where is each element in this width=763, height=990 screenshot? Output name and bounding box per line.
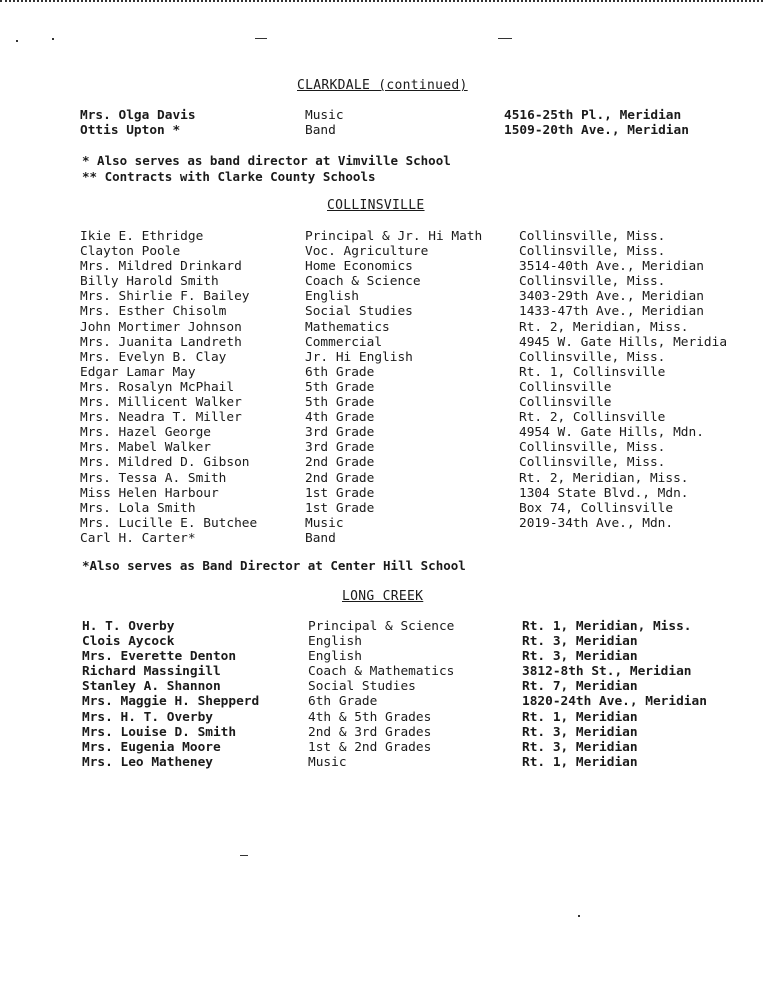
- teacher-subject: Band: [305, 530, 336, 546]
- teacher-subject: English: [308, 634, 362, 650]
- teacher-name: Ottis Upton *: [80, 123, 181, 139]
- table-row: [0, 289, 763, 304]
- scan-speck: [255, 38, 267, 39]
- teacher-name: Mrs. Everette Denton: [82, 649, 237, 665]
- teacher-address: Collinsville, Miss.: [519, 455, 666, 471]
- teacher-address: Rt. 1, Meridian, Miss.: [522, 619, 692, 634]
- teacher-address: Collinsville, Miss.: [519, 349, 666, 365]
- teacher-name: Mrs. Shirlie F. Bailey: [80, 289, 250, 305]
- table-row: [0, 335, 763, 350]
- teacher-name: Stanley A. Shannon: [82, 679, 221, 695]
- teacher-subject: Band: [305, 123, 336, 139]
- teacher-subject: 1st Grade: [305, 500, 375, 516]
- teacher-address: 3403-29th Ave., Meridian: [519, 289, 704, 305]
- teacher-subject: 3rd Grade: [305, 425, 375, 441]
- teacher-subject: Principal & Science: [308, 619, 455, 634]
- clarkdale-note-1: * Also serves as band director at Vimville School: [82, 153, 451, 168]
- teacher-name: Mrs. Maggie H. Shepperd: [82, 694, 260, 710]
- table-row: [0, 694, 763, 709]
- teacher-subject: 5th Grade: [305, 379, 375, 395]
- table-row: [0, 244, 763, 259]
- table-row: [0, 725, 763, 740]
- teacher-subject: 6th Grade: [308, 694, 378, 710]
- teacher-subject: 4th Grade: [305, 410, 375, 426]
- table-row: [0, 410, 763, 425]
- teacher-name: Mrs. Lola Smith: [80, 500, 196, 516]
- table-row: [0, 755, 763, 770]
- table-row: [0, 619, 763, 634]
- scan-edge-line: [0, 0, 763, 8]
- teacher-name: Mrs. Tessa A. Smith: [80, 470, 227, 486]
- long-creek-table: [0, 619, 763, 770]
- teacher-name: Mrs. Louise D. Smith: [82, 724, 237, 740]
- table-row: [0, 108, 763, 123]
- teacher-subject: English: [308, 649, 362, 665]
- teacher-subject: 2nd & 3rd Grades: [308, 724, 432, 740]
- scan-speck: [16, 40, 18, 42]
- teacher-address: 4954 W. Gate Hills, Mdn.: [519, 425, 704, 441]
- clarkdale-heading: CLARKDALE (continued): [297, 78, 468, 93]
- collinsville-table: [0, 229, 763, 546]
- table-row: [0, 531, 763, 546]
- teacher-subject: Music: [308, 754, 347, 770]
- teacher-name: Mrs. H. T. Overby: [82, 709, 213, 725]
- table-row: [0, 679, 763, 694]
- teacher-address: Rt. 2, Meridian, Miss.: [519, 319, 689, 335]
- teacher-subject: Music: [305, 108, 344, 123]
- teacher-address: Collinsville: [519, 379, 612, 395]
- teacher-address: Rt. 3, Meridian: [522, 649, 638, 665]
- teacher-address: 2019-34th Ave., Mdn.: [519, 515, 674, 531]
- teacher-name: Mrs. Mildred Drinkard: [80, 259, 242, 275]
- table-row: [0, 380, 763, 395]
- teacher-address: 1820-24th Ave., Meridian: [522, 694, 707, 710]
- table-row: [0, 229, 763, 244]
- teacher-subject: Mathematics: [305, 319, 390, 335]
- teacher-subject: Voc. Agriculture: [305, 244, 429, 260]
- teacher-subject: 5th Grade: [305, 395, 375, 411]
- clarkdale-table: [0, 108, 763, 138]
- teacher-address: Rt. 2, Collinsville: [519, 410, 666, 426]
- table-row: [0, 516, 763, 531]
- teacher-subject: 1st Grade: [305, 485, 375, 501]
- table-row: [0, 501, 763, 516]
- table-row: [0, 304, 763, 319]
- table-row: [0, 320, 763, 335]
- teacher-name: Ikie E. Ethridge: [80, 229, 204, 244]
- teacher-address: Box 74, Collinsville: [519, 500, 674, 516]
- teacher-address: Rt. 1, Meridian: [522, 709, 638, 725]
- teacher-address: Collinsville: [519, 395, 612, 411]
- teacher-name: Mrs. Rosalyn McPhail: [80, 379, 235, 395]
- table-row: [0, 649, 763, 664]
- table-row: [0, 425, 763, 440]
- teacher-subject: 2nd Grade: [305, 455, 375, 471]
- table-row: [0, 395, 763, 410]
- teacher-address: Rt. 7, Meridian: [522, 679, 638, 695]
- collinsville-heading: COLLINSVILLE: [327, 198, 425, 213]
- table-row: [0, 471, 763, 486]
- teacher-name: Mrs. Neadra T. Miller: [80, 410, 242, 426]
- teacher-subject: Music: [305, 515, 344, 531]
- teacher-name: John Mortimer Johnson: [80, 319, 242, 335]
- teacher-subject: 4th & 5th Grades: [308, 709, 432, 725]
- table-row: [0, 365, 763, 380]
- teacher-address: Rt. 2, Meridian, Miss.: [519, 470, 689, 486]
- teacher-name: Mrs. Hazel George: [80, 425, 211, 441]
- teacher-subject: English: [305, 289, 359, 305]
- teacher-name: Mrs. Evelyn B. Clay: [80, 349, 227, 365]
- table-row: [0, 486, 763, 501]
- teacher-address: Rt. 1, Meridian: [522, 754, 638, 770]
- teacher-subject: Home Economics: [305, 259, 413, 275]
- teacher-subject: Jr. Hi English: [305, 349, 413, 365]
- teacher-address: Rt. 1, Collinsville: [519, 364, 666, 380]
- teacher-name: Mrs. Mildred D. Gibson: [80, 455, 250, 471]
- scan-speck: [240, 855, 248, 856]
- scan-speck: [578, 915, 580, 917]
- table-row: [0, 664, 763, 679]
- teacher-name: Mrs. Juanita Landreth: [80, 334, 242, 350]
- table-row: [0, 259, 763, 274]
- teacher-address: Collinsville, Miss.: [519, 244, 666, 260]
- teacher-address: Collinsville, Miss.: [519, 274, 666, 290]
- long-creek-heading: LONG CREEK: [342, 589, 424, 604]
- teacher-name: Mrs. Millicent Walker: [80, 395, 242, 411]
- teacher-subject: Social Studies: [305, 304, 413, 320]
- collinsville-note: *Also serves as Band Director at Center Hill School: [82, 558, 466, 573]
- teacher-name: Carl H. Carter*: [80, 530, 196, 546]
- teacher-subject: Coach & Science: [305, 274, 421, 290]
- teacher-address: 1509-20th Ave., Meridian: [504, 123, 689, 139]
- teacher-subject: 1st & 2nd Grades: [308, 739, 432, 755]
- teacher-name: Edgar Lamar May: [80, 364, 196, 380]
- teacher-address: 1433-47th Ave., Meridian: [519, 304, 704, 320]
- table-row: [0, 710, 763, 725]
- table-row: [0, 350, 763, 365]
- teacher-subject: 3rd Grade: [305, 440, 375, 456]
- teacher-address: Collinsville, Miss.: [519, 229, 666, 244]
- teacher-subject: Commercial: [305, 334, 383, 350]
- table-row: [0, 634, 763, 649]
- teacher-name: Mrs. Leo Matheney: [82, 754, 213, 770]
- clarkdale-note-2: ** Contracts with Clarke County Schools: [82, 169, 376, 184]
- teacher-name: Miss Helen Harbour: [80, 485, 219, 501]
- teacher-name: Mrs. Esther Chisolm: [80, 304, 227, 320]
- teacher-address: Rt. 3, Meridian: [522, 634, 638, 650]
- teacher-name: Richard Massingill: [82, 664, 221, 680]
- teacher-name: H. T. Overby: [82, 619, 175, 634]
- table-row: [0, 455, 763, 470]
- teacher-address: Rt. 3, Meridian: [522, 739, 638, 755]
- teacher-name: Mrs. Eugenia Moore: [82, 739, 221, 755]
- table-row: [0, 274, 763, 289]
- teacher-name: Mrs. Olga Davis: [80, 108, 196, 123]
- teacher-name: Clois Aycock: [82, 634, 175, 650]
- teacher-name: Billy Harold Smith: [80, 274, 219, 290]
- teacher-address: 4945 W. Gate Hills, Meridia: [519, 334, 728, 350]
- teacher-subject: Social Studies: [308, 679, 416, 695]
- teacher-name: Mrs. Mabel Walker: [80, 440, 211, 456]
- teacher-address: 4516-25th Pl., Meridian: [504, 108, 682, 123]
- teacher-name: Mrs. Lucille E. Butchee: [80, 515, 258, 531]
- teacher-address: Rt. 3, Meridian: [522, 724, 638, 740]
- teacher-address: 1304 State Blvd., Mdn.: [519, 485, 689, 501]
- teacher-address: 3514-40th Ave., Meridian: [519, 259, 704, 275]
- scan-speck: [52, 38, 54, 40]
- teacher-subject: Principal & Jr. Hi Math: [305, 229, 483, 244]
- scan-speck: [498, 38, 512, 39]
- teacher-address: Collinsville, Miss.: [519, 440, 666, 456]
- teacher-address: 3812-8th St., Meridian: [522, 664, 692, 680]
- teacher-subject: 2nd Grade: [305, 470, 375, 486]
- table-row: [0, 440, 763, 455]
- table-row: [0, 123, 763, 138]
- teacher-subject: Coach & Mathematics: [308, 664, 455, 680]
- table-row: [0, 740, 763, 755]
- teacher-subject: 6th Grade: [305, 364, 375, 380]
- teacher-name: Clayton Poole: [80, 244, 181, 260]
